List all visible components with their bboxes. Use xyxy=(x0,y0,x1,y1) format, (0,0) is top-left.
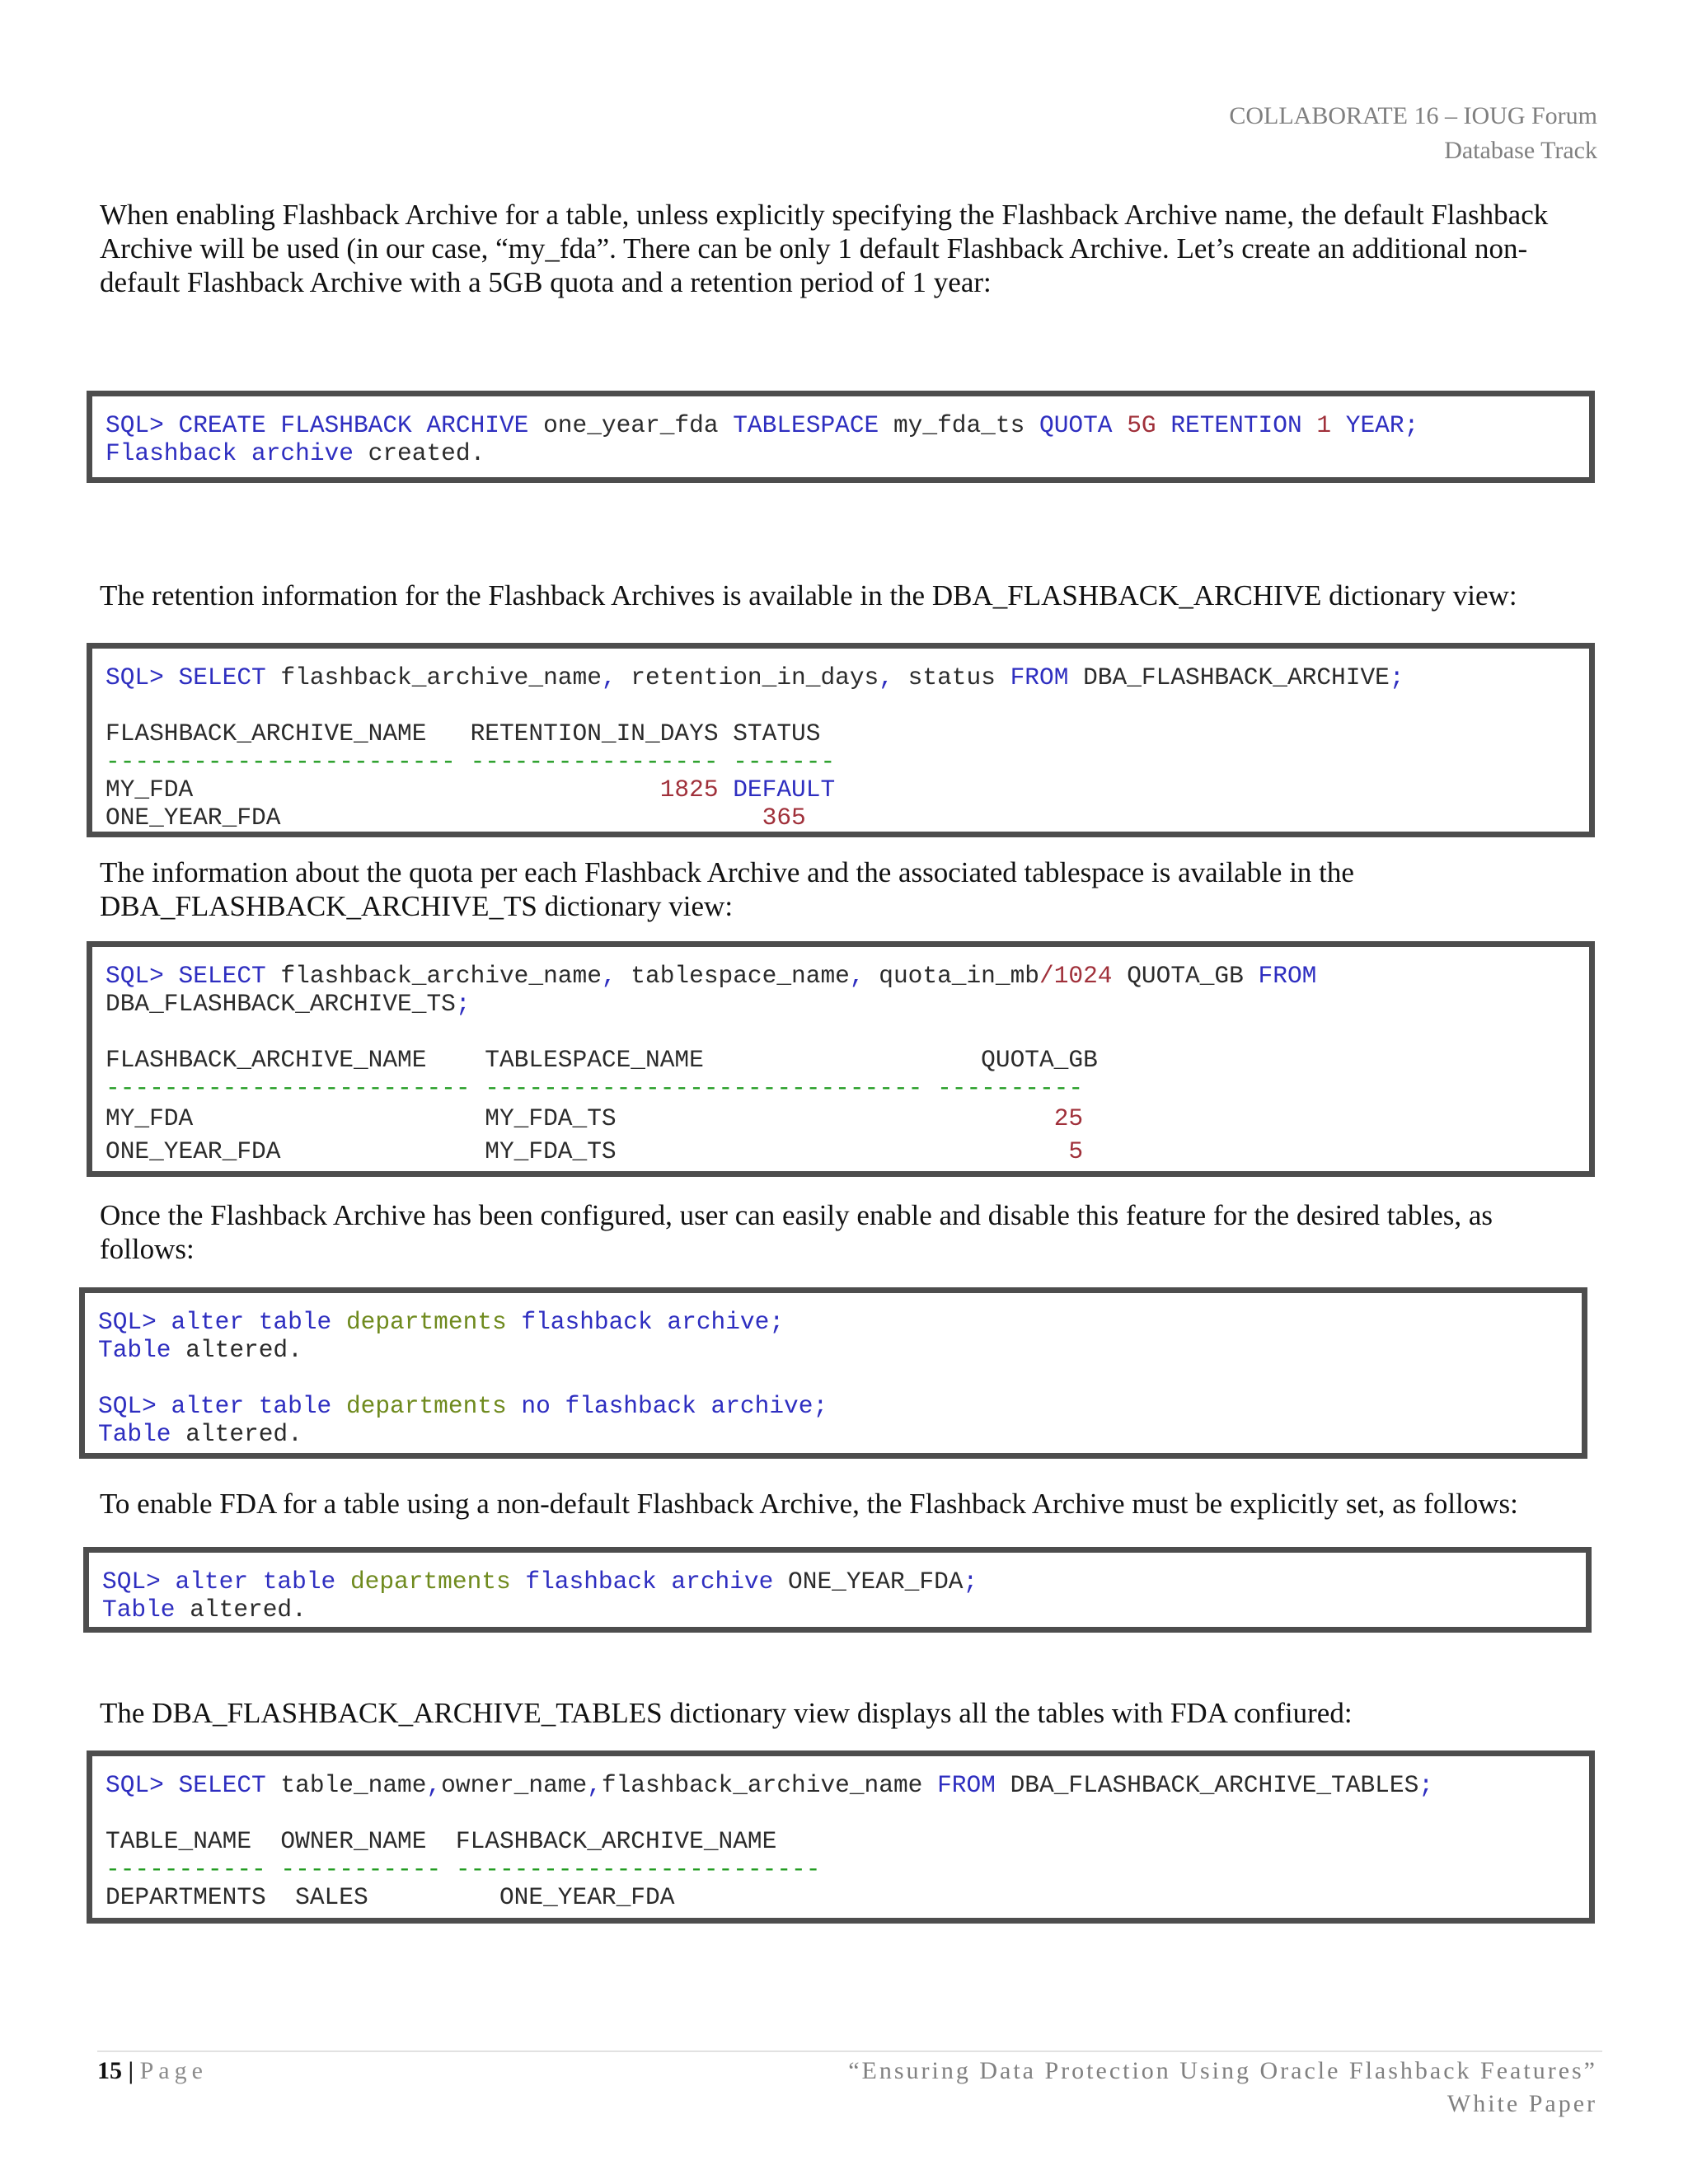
code-block-alter-table xyxy=(79,1287,1587,1459)
header-track: Database Track xyxy=(1444,137,1597,164)
result-row: MY_FDA MY_FDA_TS 25 xyxy=(106,1104,1084,1132)
result-row: ONE_YEAR_FDA 365 xyxy=(106,804,806,832)
paragraph-quota: The information about the quota per each Flashback Archive and the associated tablespace is available in the DBA_FLASHBACK_ARCHIVE_TS dictionary view: xyxy=(100,856,1354,922)
paragraph-enable-disable: Once the Flashback Archive has been configured, user can easily enable and disable this feature for the desired tables, as follows: xyxy=(100,1199,1493,1265)
code-line: SQL> alter table departments flashback archive; xyxy=(98,1308,785,1336)
code-line: Flashback archive created. xyxy=(106,439,485,467)
code-block-quota-query xyxy=(87,941,1595,1177)
code-line: SQL> CREATE FLASHBACK ARCHIVE one_year_fda TABLESPACE my_fda_ts QUOTA 5G RETENTION 1 YEAR; xyxy=(106,411,1419,439)
result-header-row: FLASHBACK_ARCHIVE_NAME TABLESPACE_NAME QUOTA_GB xyxy=(106,1046,1098,1074)
result-row: DEPARTMENTS SALES ONE_YEAR_FDA xyxy=(106,1883,675,1911)
code-block-retention-query xyxy=(87,643,1595,837)
result-divider: ------------------------- ------------------------------ ---------- xyxy=(106,1074,1084,1102)
code-line: Table altered. xyxy=(98,1420,302,1448)
footer-page-number: 15 | Page xyxy=(97,2057,208,2084)
result-divider: ------------------------ ----------------- ------- xyxy=(106,748,836,776)
footer-document-title: “Ensuring Data Protection Using Oracle Flashback Features” White Paper xyxy=(848,2057,1597,2117)
result-row: MY_FDA 1825 DEFAULT xyxy=(106,776,836,804)
code-block-create-archive xyxy=(87,391,1595,483)
running-header xyxy=(1229,99,1597,168)
paragraph-tables-view: The DBA_FLASHBACK_ARCHIVE_TABLES dictionary view displays all the tables with FDA confiured: xyxy=(100,1697,1353,1729)
code-line: Table altered. xyxy=(102,1596,307,1624)
code-line: Table altered. xyxy=(98,1336,302,1364)
header-conference: COLLABORATE 16 – IOUG Forum xyxy=(1229,102,1597,129)
code-line: SQL> alter table departments no flashback archive; xyxy=(98,1392,828,1420)
footer-divider xyxy=(97,2050,1602,2052)
result-header-row: TABLE_NAME OWNER_NAME FLASHBACK_ARCHIVE_NAME xyxy=(106,1827,777,1855)
paragraph-retention: The retention information for the Flashback Archives is available in the DBA_FLASHBACK_ARCHIVE dictionary view: xyxy=(100,579,1517,612)
code-line: SQL> SELECT flashback_archive_name, retention_in_days, status FROM DBA_FLASHBACK_ARCHIVE; xyxy=(106,663,1404,691)
code-block-tables-query xyxy=(87,1750,1595,1924)
paragraph-intro: When enabling Flashback Archive for a table, unless explicitly specifying the Flashback Archive name, the default Flashback Archive will be used (in our case, “my_fda”. There can be only 1 default Flashback Archive. Let’s create an additional non-default Flashback Archive with a 5GB quota and a retention period of 1 year: xyxy=(100,199,1549,298)
code-block-alter-table-named xyxy=(83,1547,1592,1633)
result-row: ONE_YEAR_FDA MY_FDA_TS 5 xyxy=(106,1137,1084,1165)
paragraph-non-default: To enable FDA for a table using a non-default Flashback Archive, the Flashback Archive must be explicitly set, as follows: xyxy=(100,1488,1518,1520)
result-divider: ----------- ----------- ------------------------- xyxy=(106,1855,821,1883)
result-header-row: FLASHBACK_ARCHIVE_NAME RETENTION_IN_DAYS STATUS xyxy=(106,719,821,748)
code-line: DBA_FLASHBACK_ARCHIVE_TS; xyxy=(106,990,471,1018)
code-line: SQL> SELECT table_name,owner_name,flashback_archive_name FROM DBA_FLASHBACK_ARCHIVE_TABLES; xyxy=(106,1771,1433,1799)
code-line: SQL> SELECT flashback_archive_name, tablespace_name, quota_in_mb/1024 QUOTA_GB FROM xyxy=(106,962,1317,990)
code-line: SQL> alter table departments flashback archive ONE_YEAR_FDA; xyxy=(102,1568,978,1596)
